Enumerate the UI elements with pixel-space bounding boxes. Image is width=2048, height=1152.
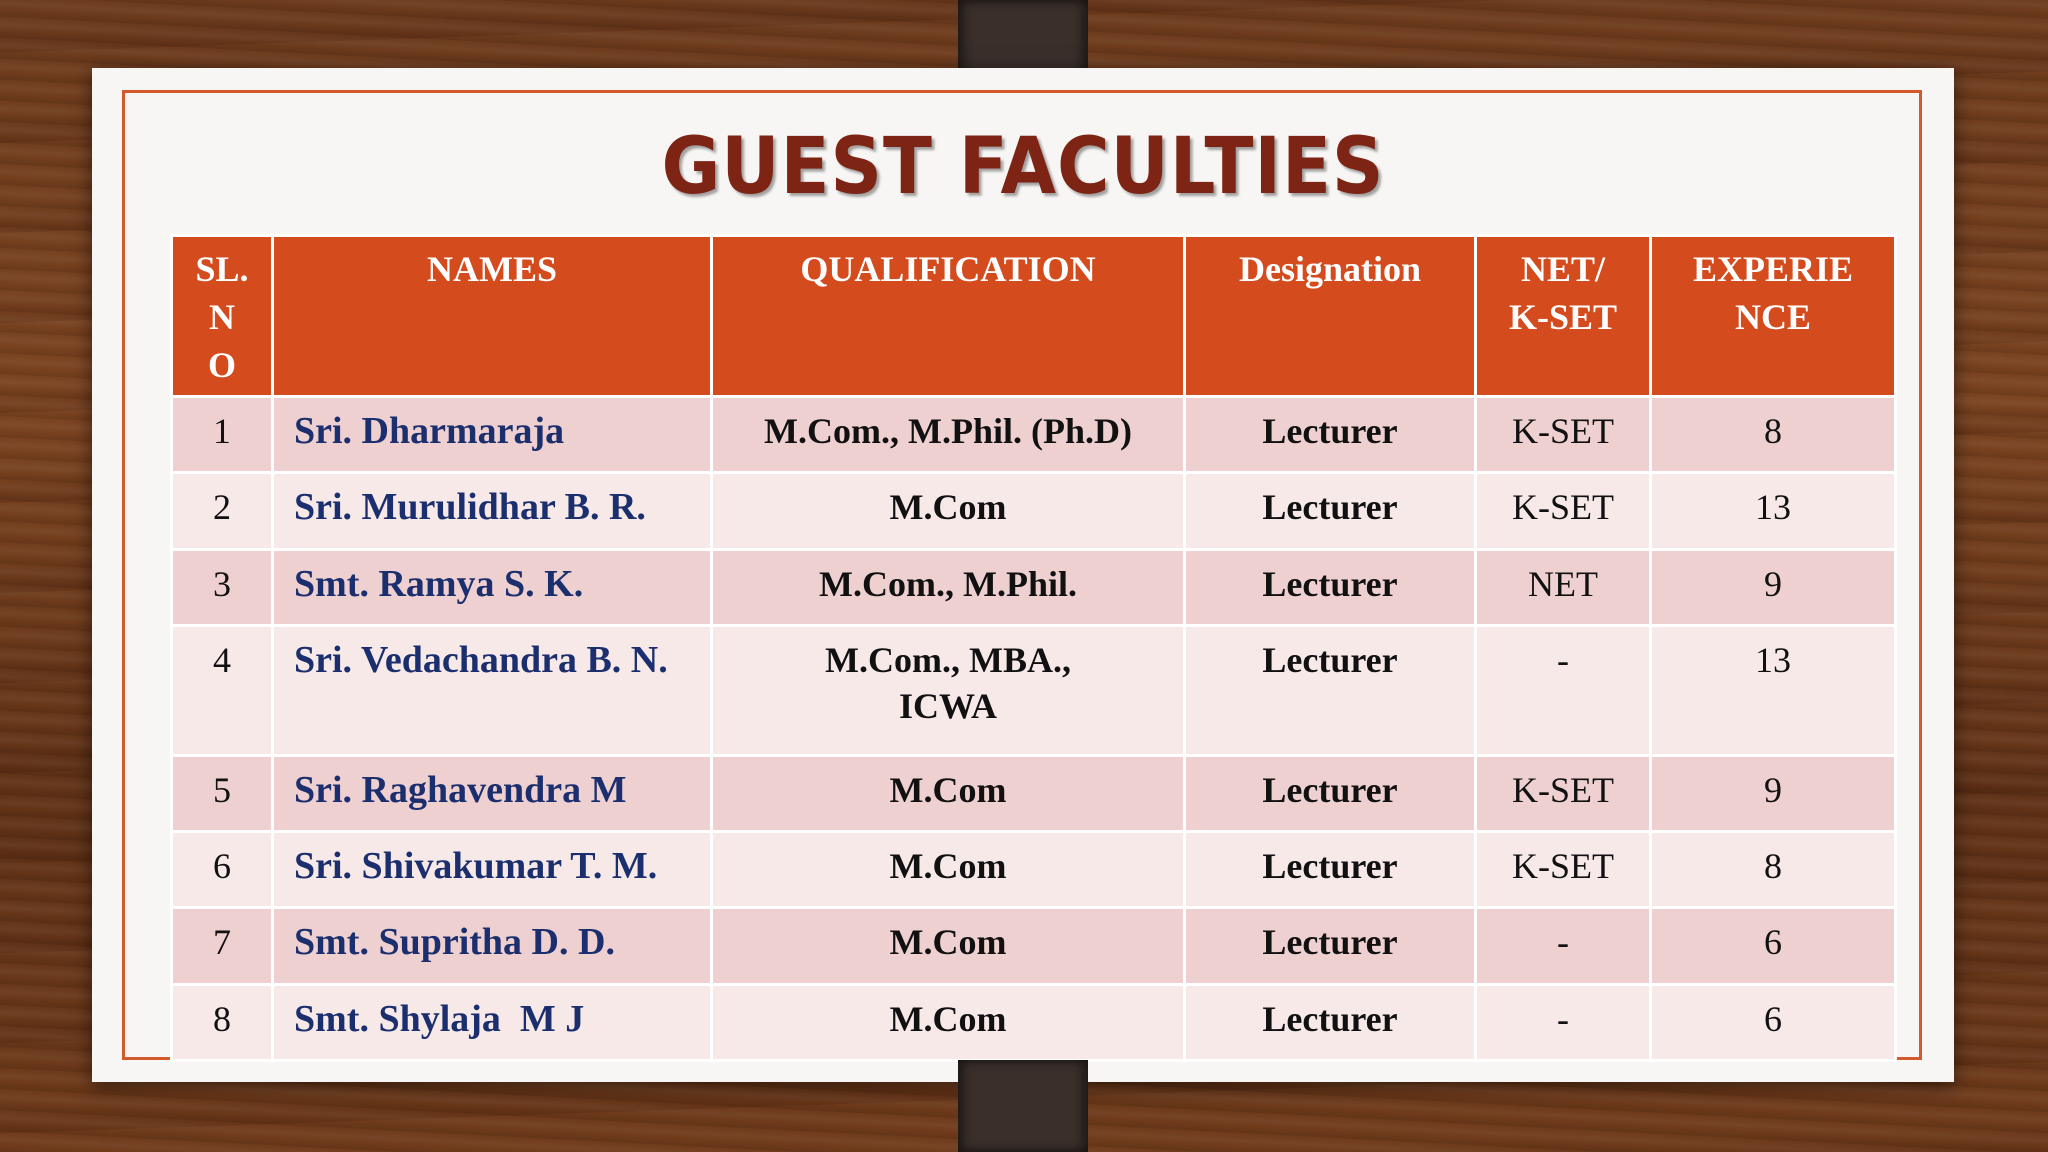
qualification-cell: M.Com [712,755,1185,831]
designation-cell: Lecturer [1185,549,1476,625]
table-row [172,473,1896,549]
sl-no-cell: 2 [172,473,273,549]
net-kset-cell: - [1476,625,1651,755]
table-header-row [172,236,1896,397]
experience-cell: 6 [1651,984,1896,1060]
page-title: GUEST FACULTIES [661,122,1385,212]
net-kset-cell: K-SET [1476,397,1651,473]
designation-cell: Lecturer [1185,984,1476,1060]
header-qualification: QUALIFICATION [712,236,1185,397]
qualification-cell: M.Com [712,832,1185,908]
table-row [172,755,1896,831]
experience-cell: 9 [1651,549,1896,625]
binder-strap-bottom [958,1060,1088,1152]
designation-cell: Lecturer [1185,473,1476,549]
experience-cell: 8 [1651,397,1896,473]
qualification-cell: M.Com [712,473,1185,549]
sl-no-cell: 5 [172,755,273,831]
table-row [172,832,1896,908]
designation-cell: Lecturer [1185,755,1476,831]
experience-cell: 8 [1651,832,1896,908]
sl-no-cell: 3 [172,549,273,625]
designation-cell: Lecturer [1185,397,1476,473]
name-cell: Smt. Shylaja M J [273,984,712,1060]
experience-cell: 13 [1651,473,1896,549]
sl-no-cell: 7 [172,908,273,984]
table-row [172,984,1896,1060]
name-cell: Sri. Raghavendra M [273,755,712,831]
qualification-cell: M.Com., MBA., ICWA [712,625,1185,755]
designation-cell: Lecturer [1185,832,1476,908]
header-net-kset: NET/ K-SET [1476,236,1651,397]
header-names: NAMES [273,236,712,397]
sl-no-cell: 6 [172,832,273,908]
experience-cell: 9 [1651,755,1896,831]
name-cell: Sri. Vedachandra B. N. [273,625,712,755]
table-row [172,549,1896,625]
table-row [172,397,1896,473]
net-kset-cell: K-SET [1476,473,1651,549]
header-designation: Designation [1185,236,1476,397]
header-experience: EXPERIE NCE [1651,236,1896,397]
sl-no-cell: 8 [172,984,273,1060]
sl-no-cell: 4 [172,625,273,755]
faculty-table [170,234,1897,1062]
name-cell: Sri. Murulidhar B. R. [273,473,712,549]
header-sl-no: SL. N O [172,236,273,397]
net-kset-cell: K-SET [1476,755,1651,831]
table-row [172,908,1896,984]
name-cell: Sri. Shivakumar T. M. [273,832,712,908]
name-cell: Sri. Dharmaraja [273,397,712,473]
qualification-cell: M.Com., M.Phil. (Ph.D) [712,397,1185,473]
qualification-cell: M.Com., M.Phil. [712,549,1185,625]
designation-cell: Lecturer [1185,908,1476,984]
net-kset-cell: - [1476,908,1651,984]
table-row [172,625,1896,755]
net-kset-cell: K-SET [1476,832,1651,908]
sl-no-cell: 1 [172,397,273,473]
name-cell: Smt. Supritha D. D. [273,908,712,984]
name-cell: Smt. Ramya S. K. [273,549,712,625]
slide-card [92,68,1954,1082]
experience-cell: 13 [1651,625,1896,755]
experience-cell: 6 [1651,908,1896,984]
designation-cell: Lecturer [1185,625,1476,755]
qualification-cell: M.Com [712,908,1185,984]
qualification-cell: M.Com [712,984,1185,1060]
net-kset-cell: - [1476,984,1651,1060]
net-kset-cell: NET [1476,549,1651,625]
